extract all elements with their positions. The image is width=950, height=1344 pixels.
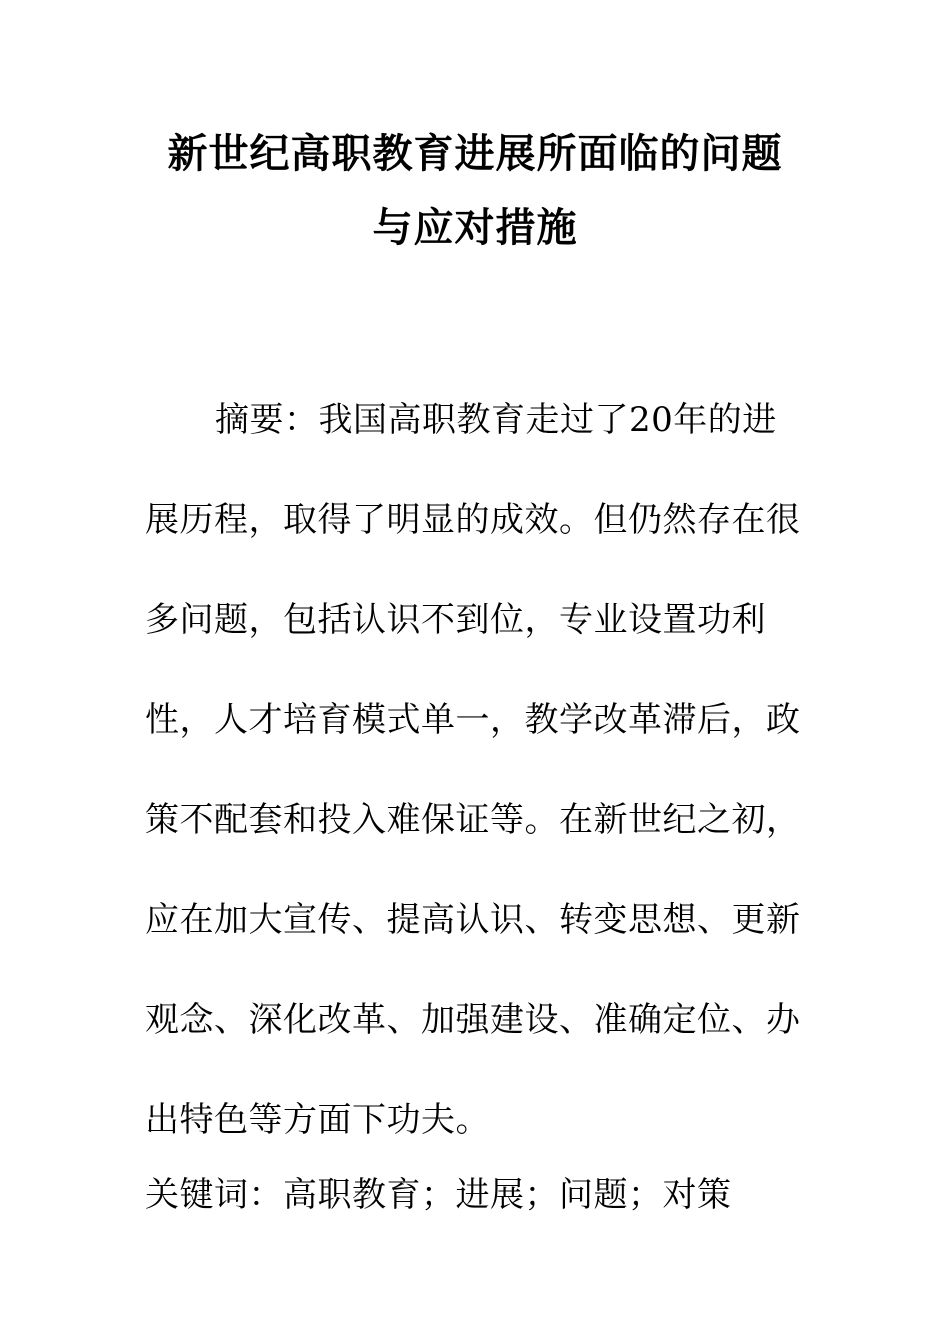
abstract-paragraph (145, 370, 805, 1170)
document-title-line-1: 新世纪高职教育进展所面临的问题 (167, 130, 783, 177)
keywords-text: 高职教育；进展；问题；对策 (283, 1175, 732, 1215)
document-title-line-2: 与应对措施 (372, 204, 578, 251)
abstract-text: 我国高职教育走过了20年的进展历程，取得了明显的成效。但仍然存在很多问题，包括认识不到位，专业设置功利性，人才培育模式单一，教学改革滞后，政策不配套和投入难保证等。在新世纪之初，应在加大宣传、提高认识、转变思想、更新观念、深化改革、加强建设、准确定位、办出特色等方面下功夫。 (145, 400, 801, 1140)
keywords-label: 关键词： (145, 1175, 283, 1215)
keywords-paragraph (145, 1170, 805, 1220)
abstract-label: 摘要： (215, 400, 319, 440)
